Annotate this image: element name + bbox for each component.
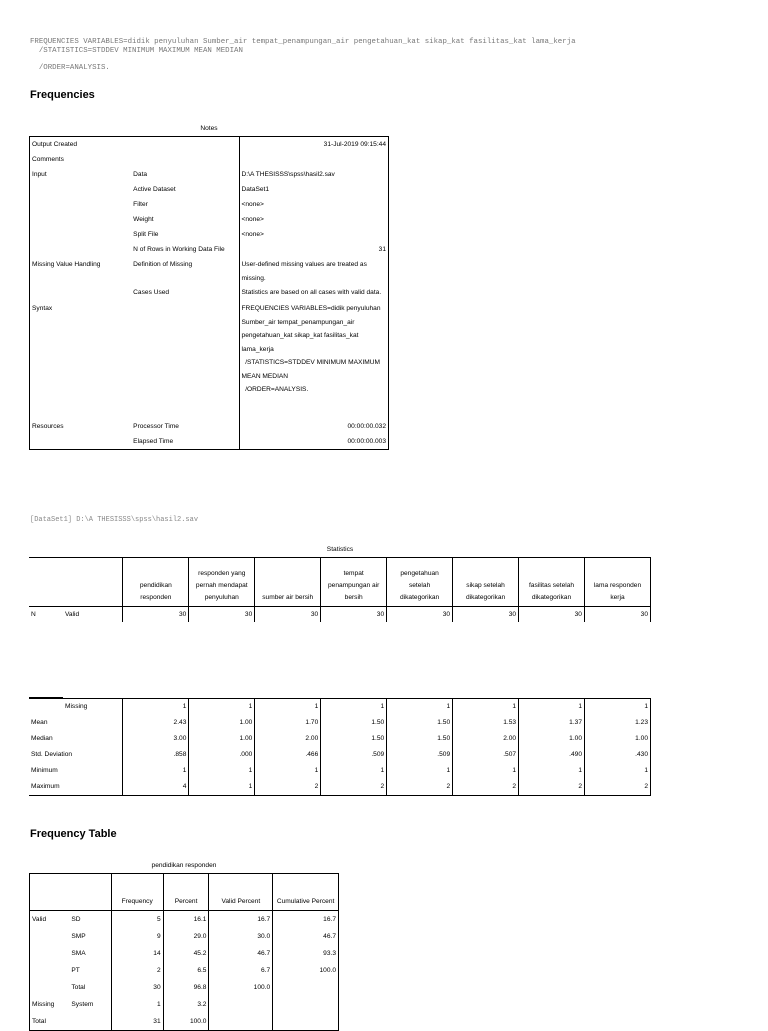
stat-cell: 2 [387, 779, 453, 796]
freq-cell: 100.0 [209, 979, 273, 996]
row-sublabel: SMP [71, 933, 86, 940]
freq-row [30, 962, 339, 979]
frequency-table-heading: Frequency Table [30, 828, 117, 840]
column-header: pendidikan responden [123, 558, 189, 607]
notes-value: FREQUENCIES VARIABLES=didik penyuluhan Sumber_air tempat_penampungan_air pengetahuan_kat sikap_kat fasilitas_kat lama_kerja /STATISTICS=STDDEV MINIMUM MAXIMUM MEAN MEDIAN /ORDER=ANALYSIS. [239, 301, 388, 419]
frequencies-heading: Frequencies [30, 89, 95, 101]
row-sublabel: PT [71, 967, 80, 974]
statistics-row-valid [29, 607, 651, 623]
notes-sublabel: Cases Used [133, 289, 170, 296]
column-header: Frequency [111, 874, 163, 911]
freq-cell: 30.0 [209, 928, 273, 945]
stat-cell: 1.00 [189, 731, 255, 747]
stat-cell: 30 [584, 607, 650, 623]
notes-value: 31-Jul-2019 09:15:44 [239, 137, 388, 153]
stat-cell: 1 [585, 763, 651, 779]
statistics-row-min [29, 763, 651, 779]
notes-sublabel: Definition of Missing [133, 261, 193, 268]
notes-row [30, 257, 389, 285]
freq-cell: 30 [111, 979, 163, 996]
notes-value: 00:00:00.003 [239, 434, 388, 450]
stat-cell: 2 [453, 779, 519, 796]
stat-cell: 4 [123, 779, 189, 796]
row-sublabel: System [71, 1001, 94, 1008]
notes-row [30, 285, 389, 301]
stat-cell: 30 [519, 607, 585, 623]
column-header: responden yang pernah mendapat penyuluhan [189, 558, 255, 607]
stat-cell: 1.23 [585, 715, 651, 731]
freq-cell: 16.7 [273, 911, 339, 929]
notes-label: Missing Value Handling [32, 261, 101, 268]
notes-sublabel: Processor Time [133, 423, 179, 430]
row-sublabel: Total [71, 984, 86, 991]
notes-value: <none> [239, 197, 388, 212]
column-header: fasilitas setelah dikategorikan [519, 558, 585, 607]
column-header: sikap setelah dikategorikan [453, 558, 519, 607]
stat-cell: .490 [519, 747, 585, 763]
stat-cell: .000 [189, 747, 255, 763]
stat-cell: 30 [255, 607, 321, 623]
column-header: lama responden kerja [584, 558, 650, 607]
freq-table-title: pendidikan responden [151, 862, 217, 869]
freq-cell: 6.7 [209, 962, 273, 979]
stat-cell: 1.70 [255, 715, 321, 731]
stat-cell: 1 [519, 698, 585, 715]
stat-cell: .507 [453, 747, 519, 763]
freq-cell: 3.2 [163, 996, 209, 1013]
stat-cell: 1 [387, 698, 453, 715]
stat-cell: 1.37 [519, 715, 585, 731]
stat-cell: 2.00 [453, 731, 519, 747]
stat-cell: 1 [453, 698, 519, 715]
row-label: Std. Deviation [31, 751, 73, 758]
stat-cell: .858 [123, 747, 189, 763]
freq-cell: 16.1 [163, 911, 209, 929]
statistics-row-median [29, 731, 651, 747]
freq-cell: 100.0 [273, 962, 339, 979]
notes-row [30, 167, 389, 182]
notes-row [30, 197, 389, 212]
notes-label: Comments [32, 156, 64, 163]
stat-cell: 3.00 [123, 731, 189, 747]
notes-label: Input [32, 171, 47, 178]
row-label: Minimum [31, 767, 58, 774]
stat-cell: 2 [519, 779, 585, 796]
notes-sublabel: Elapsed Time [133, 438, 174, 445]
column-header: sumber air bersih [255, 558, 321, 607]
stat-cell: 1 [585, 698, 651, 715]
stat-cell: 2.00 [255, 731, 321, 747]
stat-cell: 1 [321, 763, 387, 779]
stat-cell: 1 [189, 779, 255, 796]
statistics-header-row [29, 558, 651, 607]
stat-cell: .509 [321, 747, 387, 763]
notes-sublabel: Active Dataset [133, 186, 176, 193]
freq-cell: 46.7 [273, 928, 339, 945]
row-sublabel: Valid [64, 611, 80, 618]
stat-cell: 30 [123, 607, 189, 623]
notes-value: Statistics are based on all cases with valid data. [239, 285, 388, 301]
notes-value: 00:00:00.032 [239, 419, 388, 434]
statistics-row-mean [29, 715, 651, 731]
stat-cell: 1.50 [321, 715, 387, 731]
statistics-row-max [29, 779, 651, 796]
stat-cell: 1.00 [519, 731, 585, 747]
column-header: Cumulative Percent [273, 874, 339, 911]
syntax-line-1: FREQUENCIES VARIABLES=didik penyuluhan Sumber_air tempat_penampungan_air pengetahuan_kat sikap_kat fasilitas_kat lama_kerja [30, 38, 576, 46]
syntax-line-3: /ORDER=ANALYSIS. [30, 64, 110, 72]
notes-row [30, 242, 389, 257]
freq-cell: 45.2 [163, 945, 209, 962]
statistics-table-part2 [29, 697, 651, 796]
syntax-block [30, 38, 576, 73]
notes-value: D:\A THESISSS\spss\hasil2.sav [239, 167, 388, 182]
freq-cell: 31 [111, 1013, 163, 1031]
stat-cell: 1 [123, 698, 189, 715]
row-label: Mean [31, 719, 48, 726]
statistics-row-std [29, 747, 651, 763]
stat-cell: 1 [519, 763, 585, 779]
stat-cell: 1 [123, 763, 189, 779]
freq-row [30, 928, 339, 945]
stat-cell: 30 [321, 607, 387, 623]
frequency-table [29, 873, 339, 1031]
notes-label: Syntax [32, 305, 53, 312]
stat-cell: 1.50 [321, 731, 387, 747]
column-header: Percent [163, 874, 209, 911]
notes-table [29, 136, 389, 450]
notes-label: Output Created [32, 141, 78, 148]
freq-row [30, 979, 339, 996]
notes-value [239, 152, 388, 167]
column-header: tempat penampungan air bersih [321, 558, 387, 607]
row-label: Total [32, 1018, 46, 1025]
notes-sublabel: Data [133, 171, 148, 178]
freq-cell: 5 [111, 911, 163, 929]
notes-row [30, 152, 389, 167]
freq-cell: 100.0 [163, 1013, 209, 1031]
row-label: Valid [32, 916, 47, 923]
freq-cell: 93.3 [273, 945, 339, 962]
freq-cell: 46.7 [209, 945, 273, 962]
stat-cell: 30 [189, 607, 255, 623]
notes-title: Notes [200, 125, 218, 132]
stat-cell: 1.50 [387, 715, 453, 731]
stat-cell: 30 [453, 607, 519, 623]
notes-sublabel: Weight [133, 216, 154, 223]
notes-row [30, 137, 389, 153]
stat-cell: 2 [585, 779, 651, 796]
statistics-table-part1 [29, 557, 651, 622]
notes-row [30, 301, 389, 419]
freq-cell: 1 [111, 996, 163, 1013]
stat-cell: 2.43 [123, 715, 189, 731]
stat-cell: 30 [387, 607, 453, 623]
freq-cell: 6.5 [163, 962, 209, 979]
stat-cell: 1 [453, 763, 519, 779]
stat-cell: .430 [585, 747, 651, 763]
freq-header-row [30, 874, 339, 911]
freq-cell [273, 979, 339, 996]
statistics-row-missing [29, 698, 651, 715]
stat-cell: 1.53 [453, 715, 519, 731]
notes-row [30, 434, 389, 450]
notes-row [30, 419, 389, 434]
row-label: N [31, 611, 36, 618]
stat-cell: .509 [387, 747, 453, 763]
column-header: Valid Percent [209, 874, 273, 911]
freq-cell: 9 [111, 928, 163, 945]
notes-sublabel: Split File [133, 231, 159, 238]
row-label: Median [31, 735, 53, 742]
stat-cell: .466 [255, 747, 321, 763]
stat-cell: 1.00 [189, 715, 255, 731]
stat-cell: 2 [255, 779, 321, 796]
row-sublabel: Missing [63, 698, 123, 715]
notes-value: User-defined missing values are treated as missing. [239, 257, 388, 285]
freq-cell: 16.7 [209, 911, 273, 929]
stat-cell: 1 [255, 763, 321, 779]
stat-cell: 1.00 [585, 731, 651, 747]
freq-row [30, 911, 339, 929]
notes-row [30, 182, 389, 197]
stat-cell: 2 [321, 779, 387, 796]
notes-sublabel: N of Rows in Working Data File [133, 246, 225, 253]
stat-cell: 1 [255, 698, 321, 715]
notes-sublabel: Filter [133, 201, 148, 208]
notes-value: 31 [239, 242, 388, 257]
freq-row [30, 1013, 339, 1031]
row-label: Missing [32, 1001, 55, 1008]
freq-cell: 96.8 [163, 979, 209, 996]
notes-row [30, 212, 389, 227]
freq-row [30, 945, 339, 962]
stat-cell: 1.50 [387, 731, 453, 747]
notes-value: <none> [239, 227, 388, 242]
row-label: Maximum [31, 783, 60, 790]
row-sublabel: SMA [71, 950, 86, 957]
freq-cell: 14 [111, 945, 163, 962]
freq-row [30, 996, 339, 1013]
notes-value: DataSet1 [239, 182, 388, 197]
freq-cell: 29.0 [163, 928, 209, 945]
notes-label: Resources [32, 423, 64, 430]
stat-cell: 1 [189, 763, 255, 779]
stat-cell: 1 [387, 763, 453, 779]
notes-value: <none> [239, 212, 388, 227]
dataset-log-line: [DataSet1] D:\A THESISSS\spss\hasil2.sav [30, 516, 199, 524]
stat-cell: 1 [321, 698, 387, 715]
row-sublabel: SD [71, 916, 81, 923]
column-header: pengetahuan setelah dikategorikan [387, 558, 453, 607]
statistics-title: Statistics [326, 546, 354, 553]
stat-cell: 1 [189, 698, 255, 715]
syntax-line-2: /STATISTICS=STDDEV MINIMUM MAXIMUM MEAN MEDIAN [30, 47, 243, 55]
notes-row [30, 227, 389, 242]
freq-cell: 2 [111, 962, 163, 979]
